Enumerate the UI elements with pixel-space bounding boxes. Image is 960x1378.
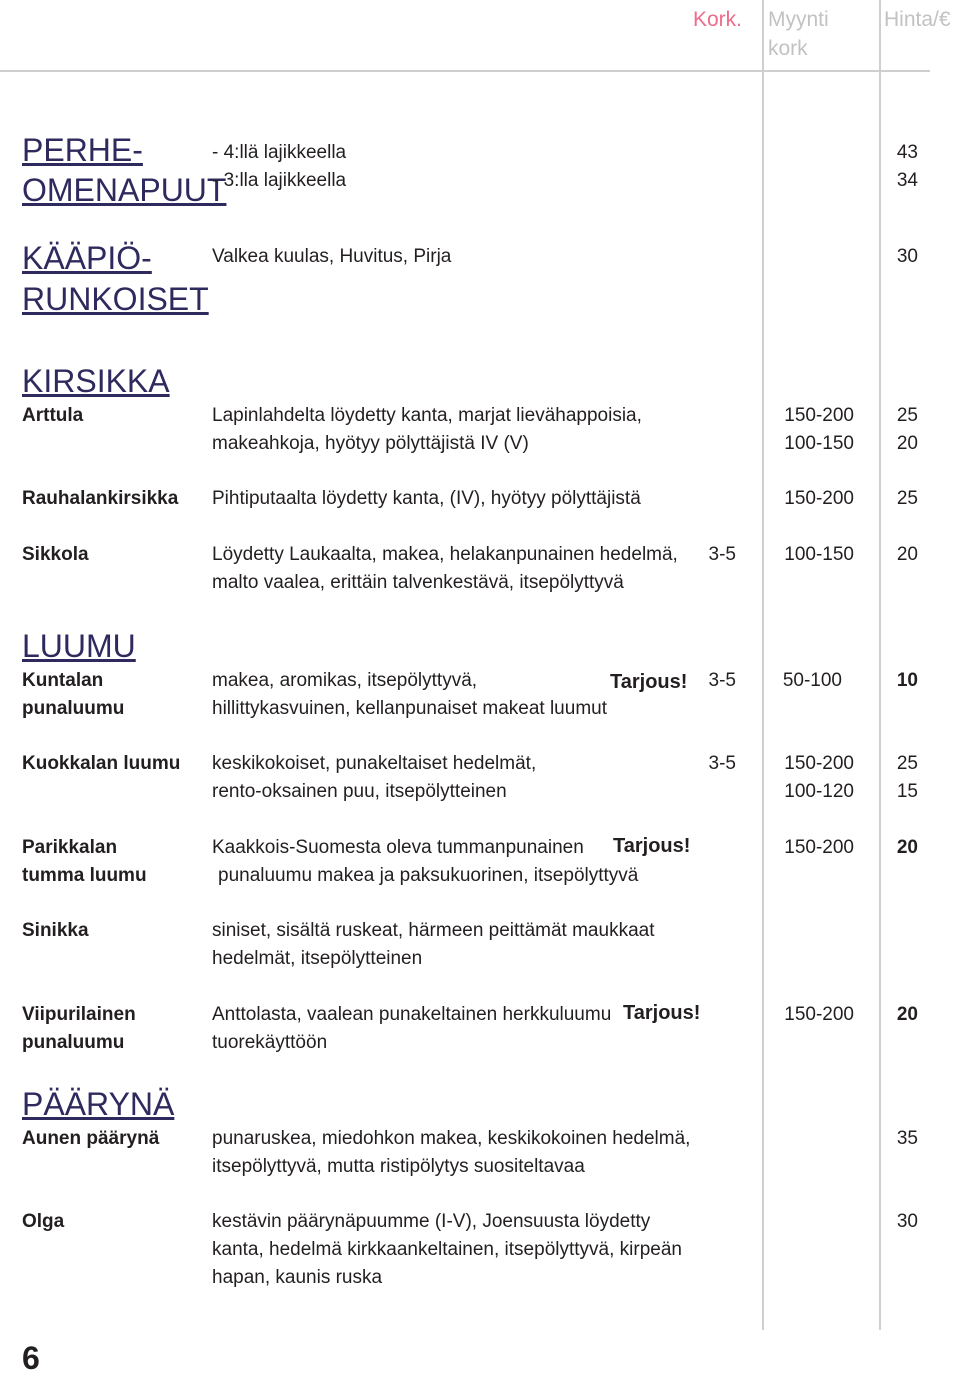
offer-badge-viipurilainen: Tarjous! bbox=[623, 1002, 701, 1024]
kuntalan-desc-1: makea, aromikas, itsepölyttyvä, bbox=[212, 670, 478, 691]
section-title-perhe: PERHE- bbox=[22, 132, 143, 168]
sikkola-desc-1: Löydetty Laukaalta, makea, helakanpunainen hedelmä, bbox=[212, 544, 678, 565]
viipurilainen-price: 20 bbox=[896, 1004, 918, 1025]
column-divider-kork bbox=[762, 0, 764, 1330]
section-title-omenapuut: OMENAPUUT bbox=[22, 172, 227, 208]
product-name-viipurilainen-2: punaluumu bbox=[22, 1032, 125, 1053]
olga-desc-1: kestävin päärynäpuumme (I-V), Joensuusta löydetty bbox=[212, 1211, 651, 1232]
parikkalan-price: 20 bbox=[896, 837, 918, 858]
sinikka-desc-2: hedelmät, itsepölytteinen bbox=[212, 948, 423, 969]
arttula-desc-2: makeahkoja, hyötyy pölyttäjistä IV (V) bbox=[212, 433, 529, 454]
header-kork: Kork. bbox=[693, 8, 743, 31]
section-title-kaapio: KÄÄPIÖ- bbox=[22, 240, 152, 276]
rauhalan-price: 25 bbox=[896, 488, 918, 509]
header-divider bbox=[0, 70, 930, 72]
aunen-price: 35 bbox=[896, 1128, 918, 1149]
arttula-myynti-2: 100-150 bbox=[784, 433, 854, 454]
viipurilainen-desc-2: tuorekäyttöön bbox=[212, 1032, 328, 1053]
olga-desc-2: kanta, hedelmä kirkkaankeltainen, itsepölyttyvä, kirpeän bbox=[212, 1239, 682, 1260]
product-name-sinikka: Sinikka bbox=[22, 920, 89, 941]
rauhalan-desc: Pihtiputaalta löydetty kanta, (IV), hyötyy pölyttäjistä bbox=[212, 488, 641, 509]
perhe-desc-4: - 4:llä lajikkeella bbox=[212, 142, 347, 163]
olga-price: 30 bbox=[896, 1211, 918, 1232]
product-name-parikkalan-2: tumma luumu bbox=[22, 865, 147, 886]
perhe-price-4: 43 bbox=[896, 142, 918, 163]
arttula-myynti-1: 150-200 bbox=[784, 405, 854, 426]
header-hinta: Hinta/€ bbox=[884, 8, 951, 31]
arttula-price-2: 20 bbox=[896, 433, 918, 454]
product-name-sikkola: Sikkola bbox=[22, 544, 89, 565]
parikkalan-desc-1: Kaakkois-Suomesta oleva tummanpunainen bbox=[212, 837, 584, 858]
product-name-arttula: Arttula bbox=[22, 405, 84, 426]
header-myynti-kork: kork bbox=[768, 37, 808, 60]
viipurilainen-desc-1: Anttolasta, vaalean punakeltainen herkkuluumu bbox=[212, 1004, 612, 1025]
perhe-price-3: 34 bbox=[896, 170, 918, 191]
product-name-kuntalan: Kuntalan bbox=[22, 670, 104, 691]
sikkola-desc-2: malto vaalea, erittäin talvenkestävä, itsepölyttyvä bbox=[212, 572, 624, 593]
rauhalan-myynti: 150-200 bbox=[784, 488, 854, 509]
kuokkalan-price-2: 15 bbox=[896, 781, 918, 802]
sikkola-price: 20 bbox=[896, 544, 918, 565]
viipurilainen-myynti: 150-200 bbox=[784, 1004, 854, 1025]
product-name-rauhalan: Rauhalankirsikka bbox=[22, 488, 179, 509]
kuntalan-kork: 3-5 bbox=[708, 670, 736, 691]
perhe-desc-3: - 3:lla lajikkeella bbox=[212, 170, 347, 191]
offer-badge-parikkalan: Tarjous! bbox=[613, 835, 691, 857]
kuokkalan-desc-1: keskikokoiset, punakeltaiset hedelmät, bbox=[212, 753, 537, 774]
sikkola-myynti: 100-150 bbox=[784, 544, 854, 565]
arttula-price-1: 25 bbox=[896, 405, 918, 426]
olga-desc-3: hapan, kaunis ruska bbox=[212, 1267, 383, 1288]
kaapio-price: 30 bbox=[896, 246, 918, 267]
kuokkalan-kork: 3-5 bbox=[708, 753, 736, 774]
aunen-desc-1: punaruskea, miedohkon makea, keskikokoinen hedelmä, bbox=[212, 1128, 691, 1149]
kuntalan-price: 10 bbox=[896, 670, 918, 691]
product-name-parikkalan: Parikkalan bbox=[22, 837, 118, 858]
kuntalan-myynti: 50-100 bbox=[782, 670, 842, 691]
product-name-viipurilainen: Viipurilainen bbox=[22, 1004, 136, 1025]
kaapio-desc: Valkea kuulas, Huvitus, Pirja bbox=[212, 246, 452, 267]
section-title-luumu: LUUMU bbox=[22, 628, 136, 664]
parikkalan-myynti: 150-200 bbox=[784, 837, 854, 858]
arttula-desc-1: Lapinlahdelta löydetty kanta, marjat lievähappoisia, bbox=[212, 405, 642, 426]
parikkalan-desc-2: punaluumu makea ja paksukuorinen, itsepölyttyvä bbox=[218, 865, 639, 886]
kuntalan-desc-2: hillittykasvuinen, kellanpunaiset makeat luumut bbox=[212, 698, 607, 719]
product-name-olga: Olga bbox=[22, 1211, 65, 1232]
product-name-kuntalan-2: punaluumu bbox=[22, 698, 125, 719]
page-number: 6 bbox=[22, 1340, 40, 1376]
offer-badge-kuntalan: Tarjous! bbox=[610, 671, 688, 693]
product-name-aunen: Aunen päärynä bbox=[22, 1128, 160, 1149]
section-title-kirsikka: KIRSIKKA bbox=[22, 363, 170, 399]
section-title-paaryna: PÄÄRYNÄ bbox=[22, 1086, 175, 1122]
aunen-desc-2: itsepölyttyvä, mutta ristipölytys suositeltavaa bbox=[212, 1156, 585, 1177]
product-name-kuokkalan: Kuokkalan luumu bbox=[22, 753, 181, 774]
kuokkalan-myynti-1: 150-200 bbox=[784, 753, 854, 774]
sikkola-kork: 3-5 bbox=[708, 544, 736, 565]
kuokkalan-desc-2: rento-oksainen puu, itsepölytteinen bbox=[212, 781, 507, 802]
kuokkalan-myynti-2: 100-120 bbox=[784, 781, 854, 802]
header-myynti: Myynti bbox=[768, 8, 829, 31]
section-title-runkoiset: RUNKOISET bbox=[22, 281, 209, 317]
kuokkalan-price-1: 25 bbox=[896, 753, 918, 774]
sinikka-desc-1: siniset, sisältä ruskeat, härmeen peittämät maukkaat bbox=[212, 920, 655, 941]
